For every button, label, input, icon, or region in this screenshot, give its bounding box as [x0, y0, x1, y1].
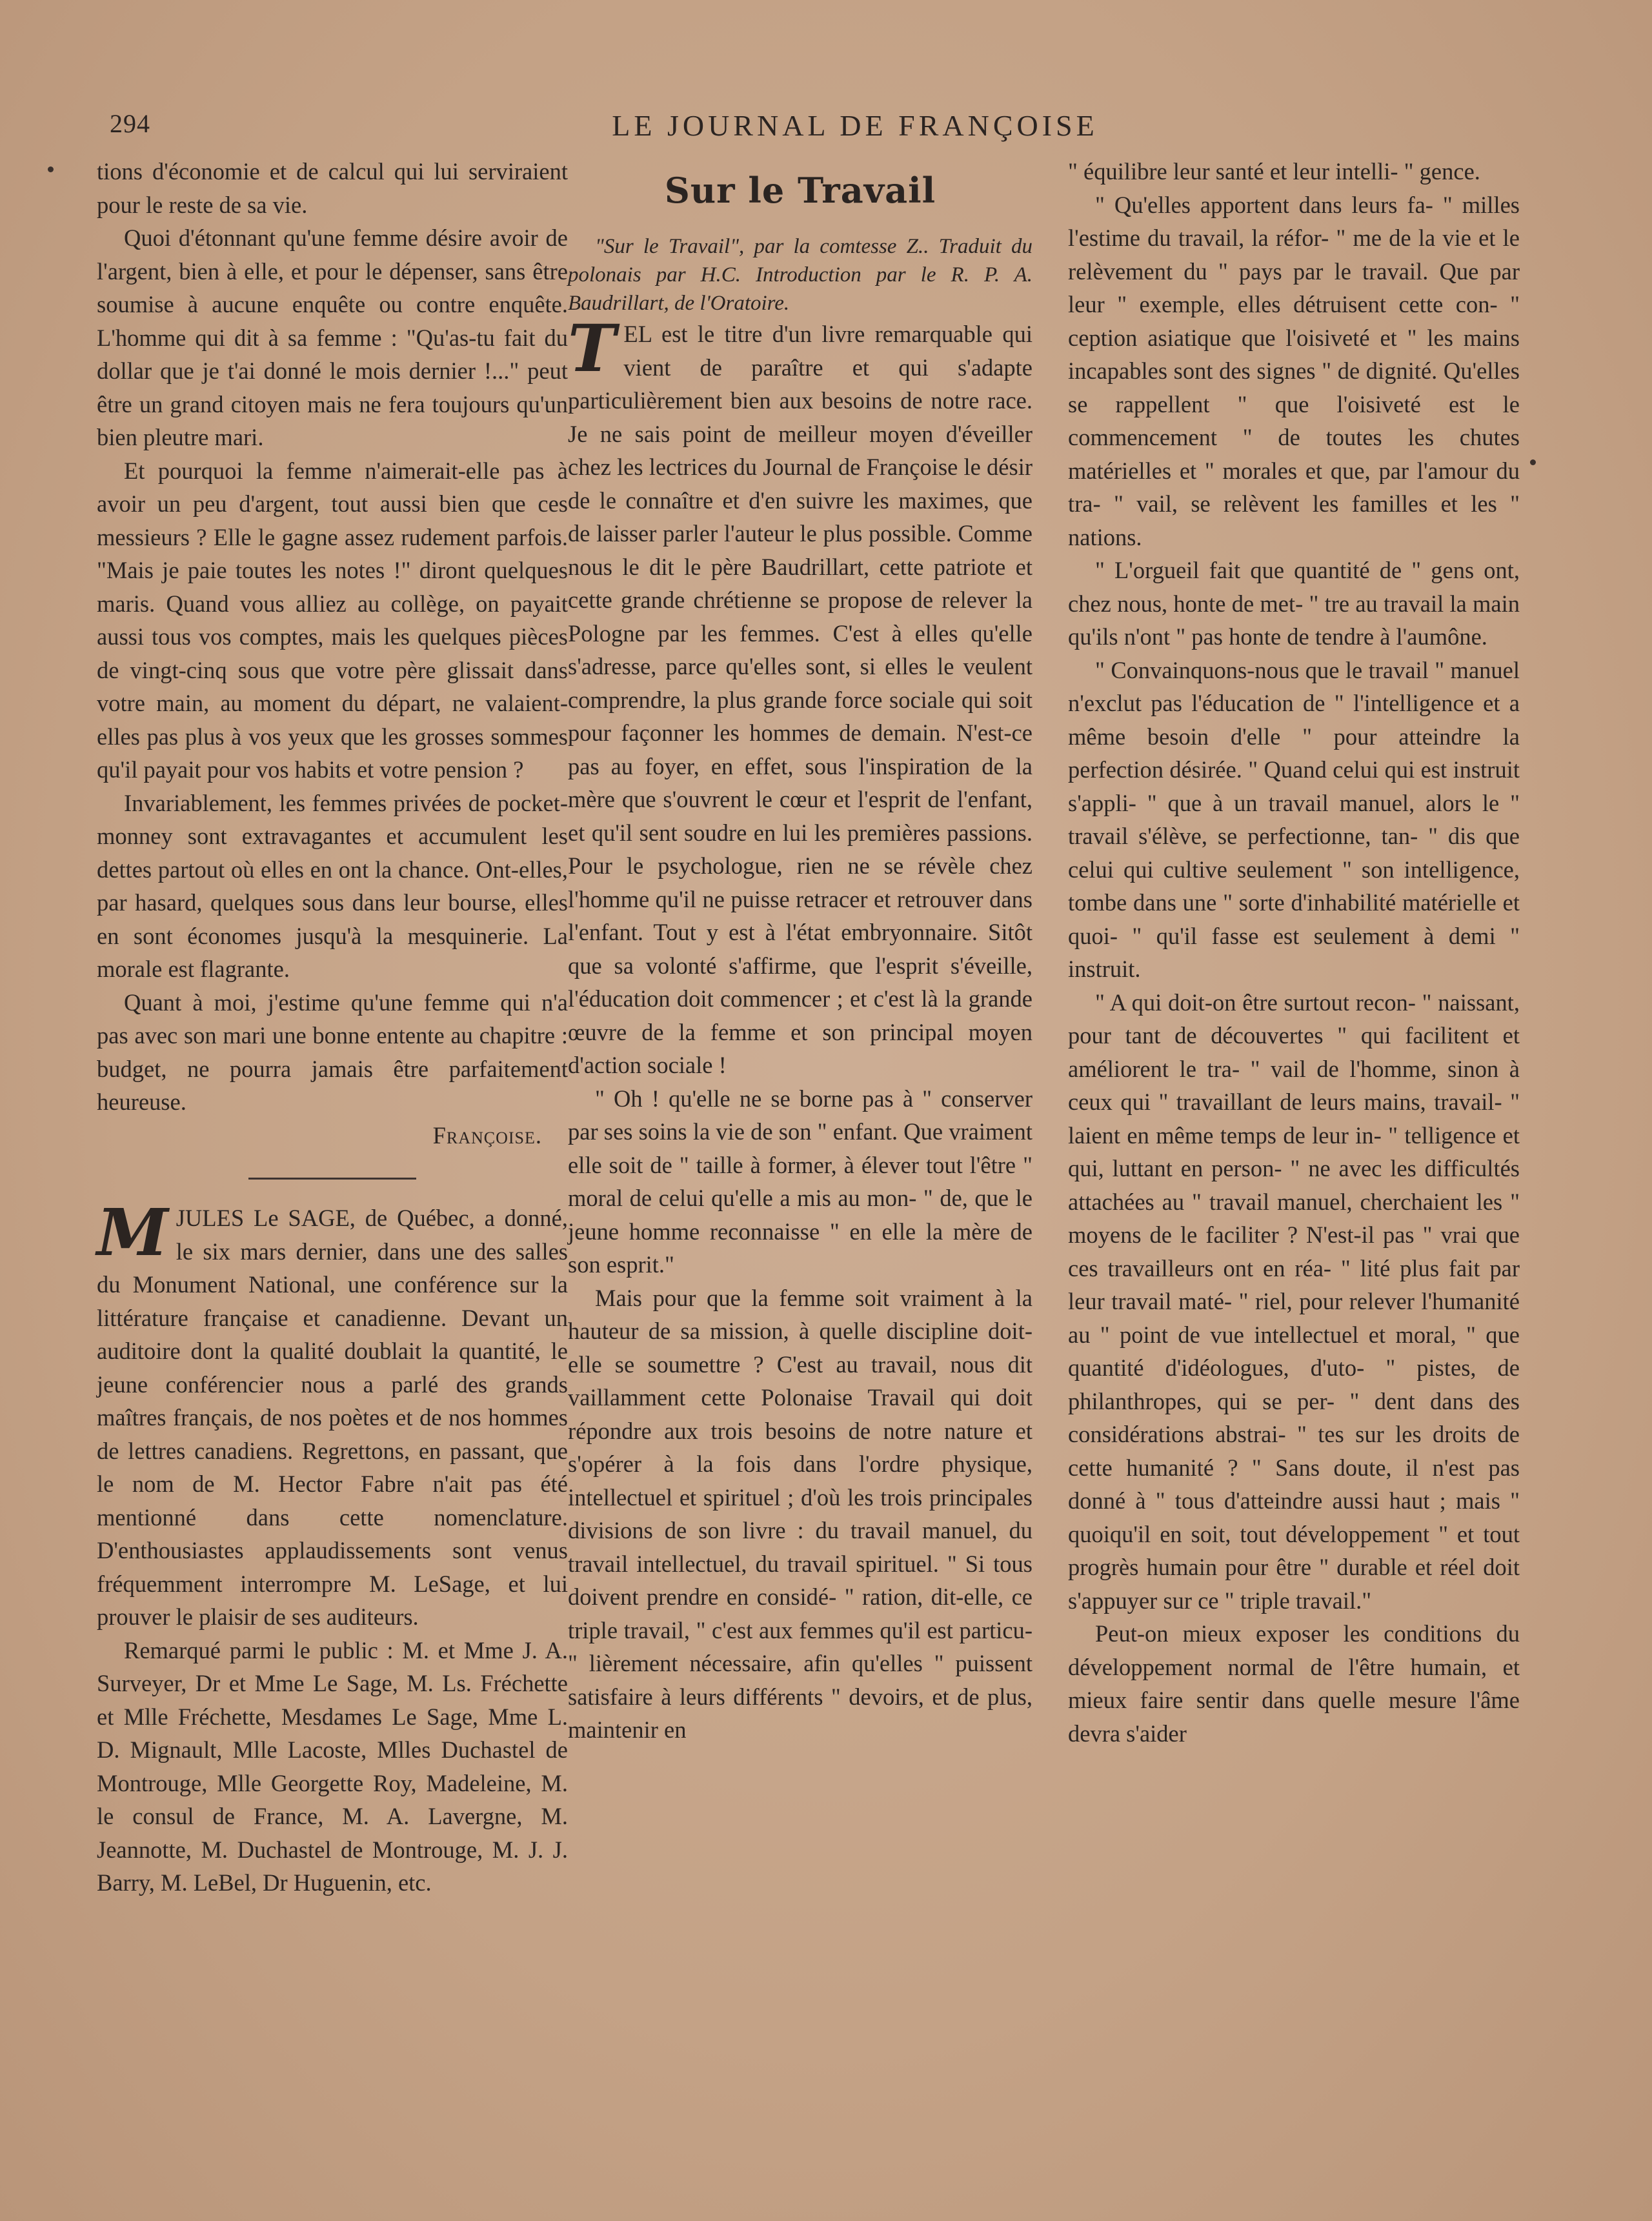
quotation: " A qui doit-on être surtout recon- " naissant, pour tant de découvertes " qui facilitent et améliorent le tra- " vail de l'homme, sinon à ceux qui " travaillant de leurs mains, travail- " laient en même temps de leur in- " telligence et qui, luttant en person- " ne avec les difficultés attachées au " travail manuel, cherchaient les " moyens de le faciliter ? N'est-il pas " vrai que ces travailleurs ont en réa- " lité plus fait par leur travail maté- " riel, pour relever l'humanité au " point de vue intellectuel et moral, " que quantité d'idéologues, d'uto- " pistes, de philanthropes, qui se per- " dent dans des considérations abstrai- " tes sur les droits de cette humanité ? " Sans doute, il n'est pas donné à " tous d'atteindre aussi haut ; mais " quoiqu'il en soit, tout développement " et tout progrès humain pour être " durable et réel doit s'appuyer sur ce " triple travail.": [1068, 989, 1520, 1614]
paragraph: Mais pour que la femme soit vraiment à la hauteur de sa mission, à quelle discipline doit-elle se soumettre ? C'est au travail, nous dit vaillamment cette Polonaise Travail qui doit répondre aux trois besoins de notre nature et s'opérer à la fois dans l'ordre physique, intellectuel et spirituel ; d'où les trois principales divisions de son livre : du travail manuel, du travail intellectuel, du travail spirituel. " Si tous doivent prendre en considé- " ration, dit-elle, ce triple travail, " c'est aux femmes qu'il est particu- " lièrement nécessaire, afin qu'elles " puissent satisfaire à leurs différents " devoirs, et de plus, maintenir en: [568, 1284, 1032, 1743]
column-right: [1068, 155, 1520, 1750]
paragraph: Quoi d'étonnant qu'une femme désire avoir de l'argent, bien à elle, et pour le dépenser, sans être soumise à aucune enquête ou contre enquête. L'homme qui dit à sa femme : "Qu'as-tu fait du dollar que je t'ai donné le mois dernier !..." peut être un grand citoyen mais ne fera toujours qu'un bien pleutre mari.: [97, 225, 568, 450]
paragraph: tions d'économie et de calcul qui lui serviraient pour le reste de sa vie.: [97, 158, 568, 218]
paragraph: Invariablement, les femmes privées de pocket-monney sont extravagantes et accumulent les dettes partout où elles en ont la chance. Ont-elles, par hasard, quelques sous dans leur bourse, elles en sont économes jusqu'à la mesquinerie. La morale est flagrante.: [97, 789, 568, 982]
drop-cap: T: [568, 310, 616, 387]
quotation: " L'orgueil fait que quantité de " gens ont, chez nous, honte de met- " tre au travail la main qu'ils n'ont " pas honte de tendre à l'aumône.: [1068, 557, 1520, 650]
running-title: LE JOURNAL DE FRANÇOISE: [612, 109, 1098, 142]
section-divider: [248, 1178, 416, 1180]
paragraph: Remarqué parmi le public : M. et Mme J. A. Surveyer, Dr et Mme Le Sage, M. Ls. Fréchette et Mlle Fréchette, Mesdames Le Sage, Mme L. D. Mignault, Mlle Lacoste, Mlles Duchastel de Montrouge, Mlle Georgette Roy, Madeleine, M. le consul de France, M. A. Lavergne, M. Jeannotte, M. Duchastel de Montrouge, M. J. J. Barry, M. LeBel, Dr Huguenin, etc.: [97, 1636, 568, 1896]
paragraph: [568, 310, 1032, 1082]
quotation: " Convainquons-nous que le travail " manuel n'exclut pas l'éducation de " l'intelligence et a même besoin d'elle " pour atteindre la perfection désirée. " Quand celui qui est instruit s'appli- " que à un travail manuel, alors le " travail s'élève, se perfectionne, tan- " dis que celui qui cultive seulement " son intelligence, tombe dans une " sorte d'inhabilité matérielle et quoi- " qu'il fasse est seulement à demi " instruit.: [1068, 656, 1520, 982]
paragraph: Quant à moi, j'estime qu'une femme qui n'a pas avec son mari une bonne entente au chapitre : budget, ne pourra jamais être parfaitement heureuse.: [97, 989, 568, 1115]
paragraph-text: EL est le titre d'un livre remarquable qui vient de paraître et qui s'adapte particulièrement bien aux besoins de notre race. Je ne sais point de meilleur moyen d'éveiller chez les lectrices du Journal de Françoise le désir de le connaître et d'en suivre les maximes, que de laisser parler l'auteur le plus possible. Comme nous le dit le père Baudrillart, cette patriote et cette grande chrétienne se propose de relever la Pologne par les femmes. C'est à elles qu'elle s'adresse, parce qu'elles sont, si elles le veulent comprendre, la plus grande force sociale qui soit pour façonner les hommes de demain. N'est-ce pas au foyer, en effet, sous l'inspiration de la mère que s'ouvrent le cœur et l'esprit de l'enfant, et qu'il sent soudre en lui les premières passions. Pour le psychologue, rien ne se révèle chez l'homme qu'il ne puisse retracer et retrouver dans l'enfant. Tout y est à l'état embryonnaire. Sitôt que sa volonté s'affirme, que l'esprit s'éveille, l'éducation doit commencer ; et c'est là la grande œuvre de la femme et son principal moyen d'action sociale !: [568, 321, 1032, 1078]
column-middle: [568, 155, 1032, 1747]
signature: Françoise.: [432, 1121, 542, 1149]
quotation: " Oh ! qu'elle ne se borne pas à " conserver par ses soins la vie de son " enfant. Que vraiment elle soit de " taille à former, à élever tout l'être " moral de celui qu'elle a mis au mon- " de, que le jeune homme reconnaisse " en elle la mère de son esprit.": [568, 1085, 1032, 1278]
page-number: 294: [110, 109, 150, 138]
quotation: " équilibre leur santé et leur intelli- " gence.: [1068, 158, 1480, 185]
drop-cap: M: [97, 1194, 168, 1271]
column-left: [97, 155, 568, 1900]
article-title: Sur le Travail: [664, 170, 936, 211]
margin-dot: [48, 166, 54, 172]
quotation: " Qu'elles apportent dans leurs fa- " milles l'estime du travail, la réfor- " me de la vie et le relèvement du " pays par le travail. Que par leur " exemple, elles détruisent cette con- " ception asiatique que l'oisiveté et " les mains incapables sont des signes " de dignité. Qu'elles se rappellent " que l'oisiveté est le commencement " de toutes les chutes matérielles et " morales et que, par l'amour du tra- " vail, se relèvent les familles et les " nations.: [1068, 191, 1520, 550]
note-paragraph: [97, 1194, 568, 1634]
paragraph: Peut-on mieux exposer les conditions du développement normal de l'être humain, et mieux faire sentir dans quelle mesure l'âme devra s'aider: [1068, 1620, 1520, 1747]
article-subtitle: "Sur le Travail", par la comtesse Z.. Traduit du polonais par H.C. Introduction par le R. P. A. Baudrillart, de l'Oratoire.: [568, 235, 1032, 315]
note-text: JULES Le SAGE, de Québec, a donné, le six mars dernier, dans une des salles du Monument National, une conférence sur la littérature française et canadienne. Devant un auditoire dont la qualité doublait la quantité, le jeune conférencier nous a parlé des grands maîtres français, de nos poètes et de nos hommes de lettres canadiens. Regrettons, en passant, que le nom de M. Hector Fabre n'ait pas été mentionné dans cette nomenclature. D'enthousiastes applaudissements sont venus fréquemment interrompre M. LeSage, et lui prouver le plaisir de ses auditeurs.: [97, 1205, 568, 1630]
margin-dot: [1530, 459, 1536, 465]
paragraph: Et pourquoi la femme n'aimerait-elle pas à avoir un peu d'argent, tout aussi bien que ces messieurs ? Elle le gagne assez rudement parfois. "Mais je paie toutes les notes !" diront quelques maris. Quand vous alliez au collège, on payait aussi tous vos comptes, mais les quelques pièces de vingt-cinq sous que votre père glissait dans votre main, au moment du départ, ne valaient-elles pas plus à vos yeux que les grosses sommes qu'il payait pour vos habits et votre pension ?: [97, 457, 568, 783]
